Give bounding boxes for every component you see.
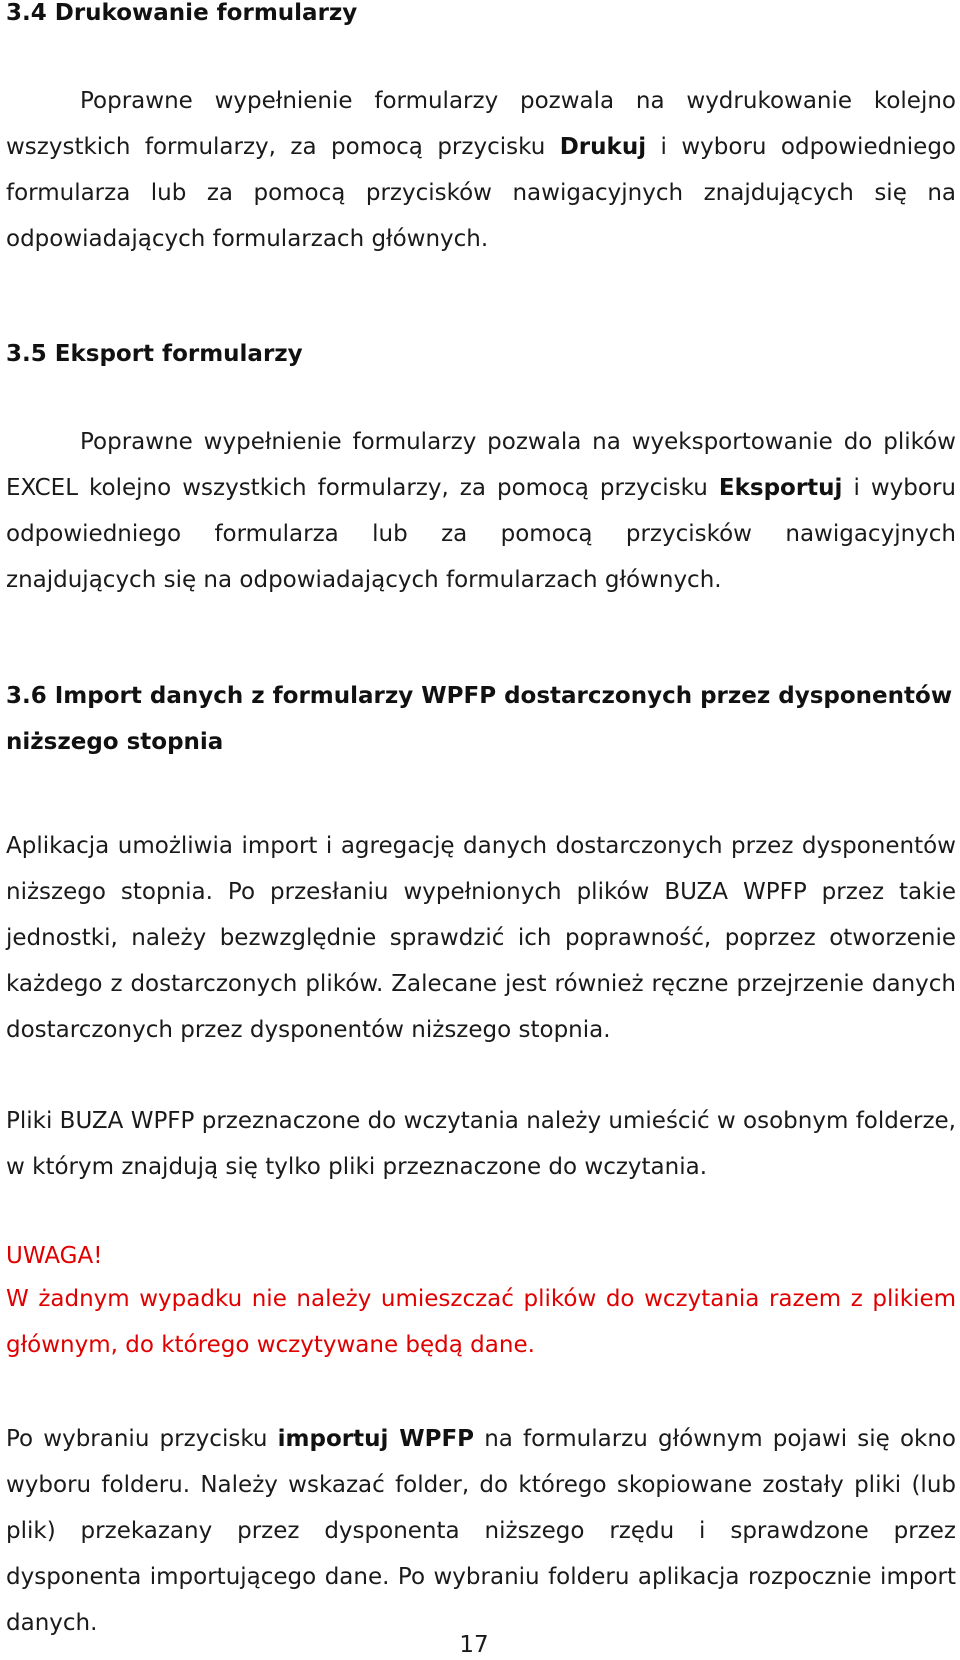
section-heading-3-5: 3.5 Eksport formularzy [6,341,303,367]
text-run: na formularzu głównym pojawi się okno wyboru folderu. Należy wskazać folder, do którego skopiowane zostały pliki (lub plik) przekazany przez dysponenta niższego rzędu i sprawdzone przez dysponenta importującego dane. Po wybraniu folderu aplikacja rozpocznie import danych. [6,1426,957,1636]
text-run: Poprawne wypełnienie formularzy pozwala na wyeksportowanie do plików EXCEL kolejno wszystkich formularzy, za pomocą przycisku [6,429,956,501]
text-run: Poprawne wypełnienie formularzy pozwala na wydrukowanie kolejno wszystkich formularzy, za pomocą przycisku [6,88,956,160]
section-3-6-paragraph-3 [6,1416,956,1646]
section-3-6-paragraph-2: Pliki BUZA WPFP przeznaczone do wczytania należy umieścić w osobnym folderze, w którym znajdują się tylko pliki przeznaczone do wczytania. [6,1108,956,1180]
drukuj-button-reference: Drukuj [559,134,647,160]
text-run: i wyboru odpowiedniego formularza lub za pomocą przycisków nawigacyjnych znajdujących się na odpowiadających formularzach głównych. [6,134,956,252]
section-3-5-paragraph [6,419,956,603]
warning-label: UWAGA! [6,1243,103,1269]
section-3-6-paragraph-1: Aplikacja umożliwia import i agregację danych dostarczonych przez dysponentów niższego stopnia. Po przesłaniu wypełnionych plików BUZA WPFP przez takie jednostki, należy bezwzględnie sprawdzić ich poprawność, poprzez otworzenie każdego z dostarczonych plików. Zalecane jest również ręczne przejrzenie danych dostarczonych przez dysponentów niższego stopnia. [6,833,956,1043]
text-run: i wyboru odpowiedniego formularza lub za pomocą przycisków nawigacyjnych znajdujących się na odpowiadających formularzach głównych. [6,475,956,593]
text-run: Po wybraniu przycisku [6,1426,278,1452]
section-heading-3-4: 3.4 Drukowanie formularzy [6,0,358,26]
importuj-wpfp-button-reference: importuj WPFP [277,1426,475,1452]
section-3-4-paragraph [6,78,956,262]
section-heading-3-6: 3.6 Import danych z formularzy WPFP dostarczonych przez dysponentów niższego stopnia [6,683,953,755]
eksportuj-button-reference: Eksportuj [718,475,843,501]
warning-text: W żadnym wypadku nie należy umieszczać plików do wczytania razem z plikiem głównym, do którego wczytywane będą dane. [6,1286,956,1358]
page-number: 17 [459,1632,489,1658]
